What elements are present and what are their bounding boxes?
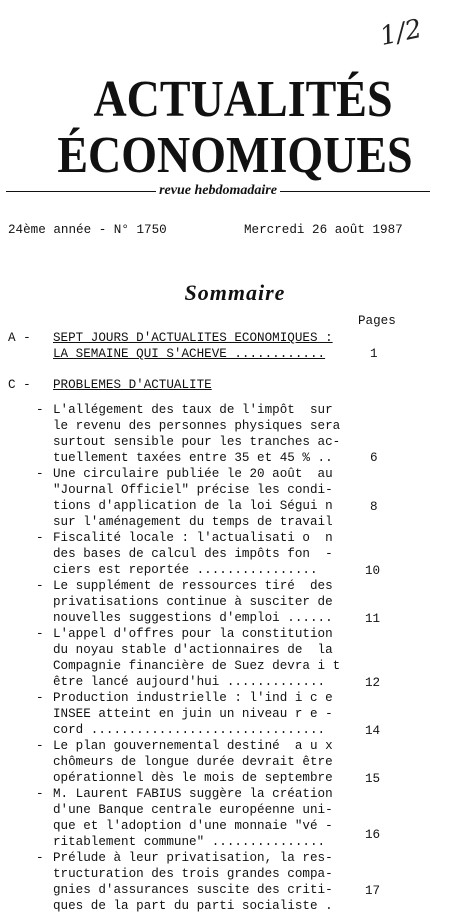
handwritten-note: 1/2 <box>377 13 425 53</box>
item-line: INSEE atteint en juin un niveau r e - <box>53 707 333 721</box>
item-line: tions d'application de la loi Ségui n <box>53 499 333 513</box>
item-line: le revenu des personnes physiques sera <box>53 419 341 433</box>
item-line: Prélude à leur privatisation, la res- <box>53 851 333 865</box>
item-dash: - <box>36 467 44 481</box>
item-page: 17 <box>365 884 381 898</box>
item-line: ciers est reportée ................ <box>53 563 318 577</box>
item-line: tuellement taxées entre 35 et 45 % .. <box>53 451 333 465</box>
section-a-page: 1 <box>370 347 378 361</box>
item-page: 8 <box>370 500 378 514</box>
section-a-letter: A - <box>8 331 31 345</box>
item-line: nouvelles suggestions d'emploi ...... <box>53 611 333 625</box>
item-line: privatisations continue à susciter de <box>53 595 333 609</box>
item-line: Fiscalité locale : l'actualisati o n <box>53 531 333 545</box>
item-line: Une circulaire publiée le 20 août au <box>53 467 333 481</box>
item-line: chômeurs de longue durée devrait être <box>53 755 333 769</box>
item-line: M. Laurent FABIUS suggère la création <box>53 787 333 801</box>
item-dash: - <box>36 739 44 753</box>
item-line: Compagnie financière de Suez devra i t <box>53 659 341 673</box>
item-line: Production industrielle : l'ind i c e <box>53 691 333 705</box>
masthead-title-line1: ACTUALITÉS <box>93 69 393 127</box>
item-line: ritablement commune" ............... <box>53 835 326 849</box>
item-page: 15 <box>365 772 381 786</box>
item-page: 11 <box>365 612 381 626</box>
item-dash: - <box>36 579 44 593</box>
section-a-line: LA SEMAINE QUI S'ACHEVE ............ <box>53 347 326 361</box>
item-dash: - <box>36 851 44 865</box>
item-line: sur l'aménagement du temps de travail <box>53 515 333 529</box>
issue-date: Mercredi 26 août 1987 <box>244 223 403 237</box>
right-rule <box>280 191 430 192</box>
issue-info: 24ème année - N° 1750 <box>8 223 167 237</box>
section-c-letter: C - <box>8 378 31 392</box>
item-page: 14 <box>365 724 381 738</box>
item-dash: - <box>36 787 44 801</box>
item-line: du noyau stable d'actionnaires de la <box>53 643 333 657</box>
masthead-subtitle: revue hebdomadaire <box>159 183 277 198</box>
item-line: tructuration des trois grandes compa- <box>53 867 333 881</box>
section-c-heading: PROBLEMES D'ACTUALITE <box>53 378 212 392</box>
pages-column-label: Pages <box>358 314 396 328</box>
item-line: d'une Banque centrale européenne uni- <box>53 803 333 817</box>
item-page: 12 <box>365 676 381 690</box>
item-line: que et l'adoption d'une monnaie "vé - <box>53 819 333 833</box>
item-dash: - <box>36 691 44 705</box>
item-dash: - <box>36 531 44 545</box>
item-line: L'appel d'offres pour la constitution <box>53 627 333 641</box>
item-line: cord ............................... <box>53 723 326 737</box>
masthead-title-line2: ÉCONOMIQUES <box>57 125 413 183</box>
item-line: Le supplément de ressources tiré des <box>53 579 333 593</box>
item-page: 6 <box>370 451 378 465</box>
item-line: ques de la part du parti socialiste . <box>53 899 333 913</box>
item-line: gnies d'assurances suscite des criti- <box>53 883 333 897</box>
item-page: 16 <box>365 828 381 842</box>
section-a-line: SEPT JOURS D'ACTUALITES ECONOMIQUES : <box>53 331 333 345</box>
item-dash: - <box>36 403 44 417</box>
item-dash: - <box>36 627 44 641</box>
item-line: "Journal Officiel" précise les condi- <box>53 483 333 497</box>
item-line: L'allégement des taux de l'impôt sur <box>53 403 333 417</box>
item-line: être lancé aujourd'hui ............. <box>53 675 326 689</box>
item-line: des bases de calcul des impôts fon - <box>53 547 333 561</box>
item-line: surtout sensible pour les tranches ac- <box>53 435 341 449</box>
masthead-subtitle-row <box>6 183 430 199</box>
item-line: opérationnel dès le mois de septembre <box>53 771 333 785</box>
item-line: Le plan gouvernemental destiné a u x <box>53 739 333 753</box>
sommaire-title: Sommaire <box>184 280 286 305</box>
left-rule <box>6 191 156 192</box>
item-page: 10 <box>365 564 381 578</box>
